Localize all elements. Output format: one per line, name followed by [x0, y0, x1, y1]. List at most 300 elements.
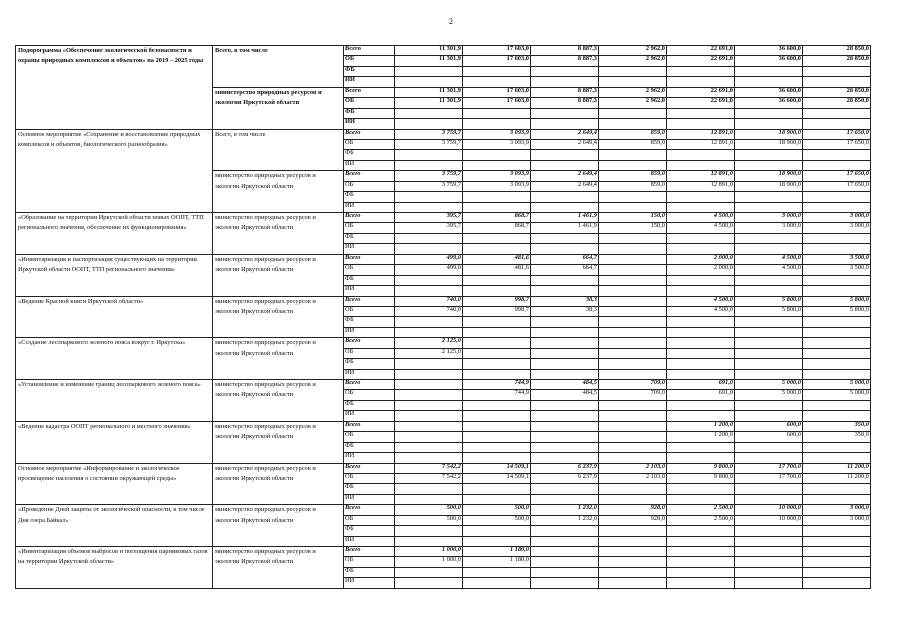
amount-cell-2024: 10 000,0 [735, 515, 803, 525]
funding-source: ОБ [344, 56, 395, 66]
activity-name: Подпрограмма «Обеспечение экологической безопасности и охраны природных комплексов и объектов» на 2019 – 2025 годы [16, 46, 213, 130]
amount-cell-2022: 150,0 [599, 223, 667, 233]
table-row [16, 380, 871, 390]
amount-cell-2020: 868,7 [463, 213, 531, 223]
amount-cell-2022 [599, 526, 667, 536]
amount-cell-2019 [395, 369, 463, 379]
amount-cell-2020 [463, 77, 531, 87]
amount-cell-2021 [531, 536, 599, 546]
amount-cell-2025: 28 850,0 [803, 56, 871, 66]
funding-source: ОБ [344, 432, 395, 442]
amount-cell-2024 [735, 338, 803, 348]
amount-cell-2019: 500,0 [395, 515, 463, 525]
amount-cell-2019 [395, 202, 463, 212]
funding-source: ИИ [344, 494, 395, 504]
amount-cell-2025 [803, 317, 871, 327]
amount-cell-2025 [803, 567, 871, 577]
amount-cell-2020: 3 093,9 [463, 139, 531, 149]
amount-cell-2025 [803, 494, 871, 504]
funding-source: ИИ [344, 244, 395, 254]
amount-cell-2025: 11 200,0 [803, 463, 871, 473]
amount-cell-2021 [531, 77, 599, 87]
amount-cell-2020: 14 509,1 [463, 473, 531, 483]
amount-cell-2022 [599, 327, 667, 337]
responsible-executor: министерство природных ресурсов и экологии Иркутской области [213, 505, 344, 547]
amount-cell-2019 [395, 108, 463, 118]
amount-cell-2020 [463, 369, 531, 379]
amount-cell-2022 [599, 359, 667, 369]
funding-source: Всего [344, 171, 395, 181]
activity-name: «Ведение кадастра ООПТ регионального и местного значения» [16, 421, 213, 463]
funding-source: ОБ [344, 515, 395, 525]
table-row [16, 213, 871, 223]
amount-cell-2024 [735, 66, 803, 76]
amount-cell-2019: 740,0 [395, 296, 463, 306]
amount-cell-2023 [667, 557, 735, 567]
activity-name: «Проведение Дней защиты от экологической опасности, в том числе Дня озера Байкал» [16, 505, 213, 547]
amount-cell-2022 [599, 119, 667, 129]
amount-cell-2022: 859,0 [599, 181, 667, 191]
amount-cell-2019 [395, 453, 463, 463]
amount-cell-2021 [531, 567, 599, 577]
funding-source: Всего [344, 254, 395, 264]
table-row [16, 296, 871, 306]
funding-source: Всего [344, 505, 395, 515]
amount-cell-2021 [531, 432, 599, 442]
amount-cell-2019: 7 542,2 [395, 463, 463, 473]
amount-cell-2022 [599, 254, 667, 264]
amount-cell-2023 [667, 359, 735, 369]
amount-cell-2020: 998,7 [463, 306, 531, 316]
amount-cell-2019 [395, 380, 463, 390]
amount-cell-2025: 3 500,0 [803, 254, 871, 264]
amount-cell-2025 [803, 348, 871, 358]
amount-cell-2024 [735, 150, 803, 160]
amount-cell-2024 [735, 244, 803, 254]
amount-cell-2024 [735, 400, 803, 410]
amount-cell-2024: 5 000,0 [735, 390, 803, 400]
funding-source: Всего [344, 129, 395, 139]
amount-cell-2021 [531, 484, 599, 494]
amount-cell-2022 [599, 202, 667, 212]
amount-cell-2020 [463, 108, 531, 118]
table-row [16, 547, 871, 557]
amount-cell-2023 [667, 244, 735, 254]
funding-source: ФБ [344, 359, 395, 369]
amount-cell-2020 [463, 536, 531, 546]
amount-cell-2023: 4 500,0 [667, 223, 735, 233]
amount-cell-2019 [395, 233, 463, 243]
amount-cell-2022 [599, 484, 667, 494]
amount-cell-2020 [463, 494, 531, 504]
amount-cell-2019 [395, 494, 463, 504]
amount-cell-2025: 3 000,0 [803, 515, 871, 525]
amount-cell-2025: 11 200,0 [803, 473, 871, 483]
amount-cell-2023 [667, 108, 735, 118]
amount-cell-2023 [667, 202, 735, 212]
amount-cell-2020 [463, 119, 531, 129]
amount-cell-2019 [395, 192, 463, 202]
amount-cell-2023: 2 000,0 [667, 254, 735, 264]
amount-cell-2019 [395, 400, 463, 410]
amount-cell-2020: 481,6 [463, 265, 531, 275]
amount-cell-2020 [463, 526, 531, 536]
amount-cell-2024 [735, 359, 803, 369]
amount-cell-2021: 2 649,4 [531, 171, 599, 181]
funding-source: ФБ [344, 66, 395, 76]
amount-cell-2024: 36 600,0 [735, 98, 803, 108]
funding-source: ОБ [344, 139, 395, 149]
amount-cell-2024: 5 000,0 [735, 380, 803, 390]
amount-cell-2022 [599, 421, 667, 431]
amount-cell-2022: 2 962,0 [599, 87, 667, 97]
amount-cell-2022 [599, 244, 667, 254]
amount-cell-2025 [803, 547, 871, 557]
amount-cell-2023 [667, 547, 735, 557]
amount-cell-2020 [463, 348, 531, 358]
table-row [16, 46, 871, 56]
amount-cell-2025 [803, 108, 871, 118]
table-row [16, 421, 871, 431]
amount-cell-2019: 11 301,9 [395, 87, 463, 97]
amount-cell-2022 [599, 547, 667, 557]
amount-cell-2023: 2 500,0 [667, 515, 735, 525]
funding-source: Всего [344, 547, 395, 557]
amount-cell-2023: 9 800,0 [667, 473, 735, 483]
amount-cell-2024 [735, 160, 803, 170]
amount-cell-2025 [803, 484, 871, 494]
funding-source: Всего [344, 463, 395, 473]
amount-cell-2024 [735, 547, 803, 557]
amount-cell-2023: 9 800,0 [667, 463, 735, 473]
amount-cell-2022 [599, 536, 667, 546]
amount-cell-2022 [599, 567, 667, 577]
amount-cell-2021 [531, 442, 599, 452]
amount-cell-2023 [667, 77, 735, 87]
funding-source: ФБ [344, 567, 395, 577]
amount-cell-2020: 500,0 [463, 505, 531, 515]
amount-cell-2020: 1 180,0 [463, 547, 531, 557]
amount-cell-2024 [735, 494, 803, 504]
funding-source: Всего [344, 87, 395, 97]
amount-cell-2023 [667, 578, 735, 588]
activity-name: «Образование на территории Иркутской области новых ООПТ, ТТП регионального значения, обеспечение их функционирования» [16, 213, 213, 255]
amount-cell-2022 [599, 306, 667, 316]
amount-cell-2019: 3 759,7 [395, 181, 463, 191]
amount-cell-2025: 17 650,0 [803, 181, 871, 191]
amount-cell-2020: 17 603,0 [463, 87, 531, 97]
amount-cell-2023 [667, 348, 735, 358]
amount-cell-2024: 17 700,0 [735, 463, 803, 473]
amount-cell-2020 [463, 233, 531, 243]
amount-cell-2023 [667, 411, 735, 421]
amount-cell-2025: 5 000,0 [803, 380, 871, 390]
funding-source: ИИ [344, 327, 395, 337]
amount-cell-2021 [531, 359, 599, 369]
amount-cell-2021 [531, 286, 599, 296]
amount-cell-2024: 18 900,0 [735, 171, 803, 181]
activity-name: Основное мероприятие «Сохранение и восстановление природных комплексов и объектов, биологического разнообразия» [16, 129, 213, 213]
amount-cell-2024: 17 700,0 [735, 473, 803, 483]
amount-cell-2021 [531, 233, 599, 243]
amount-cell-2019: 11 301,9 [395, 46, 463, 56]
amount-cell-2025: 28 850,0 [803, 87, 871, 97]
amount-cell-2023: 1 200,0 [667, 432, 735, 442]
amount-cell-2023: 2 500,0 [667, 505, 735, 515]
amount-cell-2024 [735, 233, 803, 243]
amount-cell-2024 [735, 286, 803, 296]
funding-source: ФБ [344, 192, 395, 202]
funding-source: Всего [344, 380, 395, 390]
amount-cell-2024 [735, 275, 803, 285]
amount-cell-2021 [531, 578, 599, 588]
amount-cell-2023 [667, 536, 735, 546]
activity-name: «Инвентаризация объемов выбросов и поглощения парниковых газов на территории Иркутской области» [16, 547, 213, 589]
amount-cell-2019 [395, 442, 463, 452]
responsible-executor: министерство природных ресурсов и экологии Иркутской области [213, 547, 344, 589]
amount-cell-2021: 484,5 [531, 380, 599, 390]
funding-source: ИИ [344, 77, 395, 87]
activity-name: «Ведение Красной книги Иркутской области» [16, 296, 213, 338]
amount-cell-2022: 709,0 [599, 390, 667, 400]
amount-cell-2021 [531, 160, 599, 170]
amount-cell-2022: 859,0 [599, 139, 667, 149]
table-row [16, 254, 871, 264]
amount-cell-2021: 8 887,3 [531, 46, 599, 56]
responsible-executor: Всего, в том числе [213, 46, 344, 88]
funding-source: ФБ [344, 526, 395, 536]
funding-source: ОБ [344, 265, 395, 275]
amount-cell-2021: 8 887,3 [531, 98, 599, 108]
amount-cell-2025 [803, 150, 871, 160]
amount-cell-2021 [531, 369, 599, 379]
amount-cell-2021 [531, 244, 599, 254]
amount-cell-2024: 4 500,0 [735, 254, 803, 264]
amount-cell-2021: 2 649,4 [531, 139, 599, 149]
responsible-executor: министерство природных ресурсов и экологии Иркутской области [213, 380, 344, 422]
amount-cell-2019 [395, 327, 463, 337]
amount-cell-2021 [531, 202, 599, 212]
amount-cell-2021: 38,3 [531, 296, 599, 306]
amount-cell-2025: 350,0 [803, 421, 871, 431]
amount-cell-2021: 6 237,9 [531, 463, 599, 473]
amount-cell-2020 [463, 192, 531, 202]
funding-source: ИИ [344, 453, 395, 463]
amount-cell-2024: 10 000,0 [735, 505, 803, 515]
amount-cell-2022: 150,0 [599, 213, 667, 223]
funding-table [15, 45, 871, 589]
amount-cell-2024: 36 600,0 [735, 56, 803, 66]
amount-cell-2025 [803, 119, 871, 129]
amount-cell-2020 [463, 338, 531, 348]
amount-cell-2023: 691,0 [667, 380, 735, 390]
amount-cell-2021: 664,7 [531, 254, 599, 264]
amount-cell-2025 [803, 160, 871, 170]
amount-cell-2023: 1 200,0 [667, 421, 735, 431]
amount-cell-2020 [463, 66, 531, 76]
amount-cell-2020: 868,7 [463, 223, 531, 233]
amount-cell-2023 [667, 338, 735, 348]
funding-source: ФБ [344, 233, 395, 243]
amount-cell-2024 [735, 484, 803, 494]
amount-cell-2022 [599, 286, 667, 296]
amount-cell-2020 [463, 317, 531, 327]
amount-cell-2020 [463, 244, 531, 254]
amount-cell-2025 [803, 244, 871, 254]
amount-cell-2023 [667, 400, 735, 410]
amount-cell-2022 [599, 400, 667, 410]
funding-source: ФБ [344, 108, 395, 118]
amount-cell-2021 [531, 108, 599, 118]
amount-cell-2023: 691,0 [667, 390, 735, 400]
amount-cell-2023 [667, 286, 735, 296]
amount-cell-2025: 17 650,0 [803, 129, 871, 139]
amount-cell-2023 [667, 526, 735, 536]
amount-cell-2022 [599, 275, 667, 285]
amount-cell-2025: 3 000,0 [803, 213, 871, 223]
amount-cell-2025 [803, 66, 871, 76]
amount-cell-2023 [667, 192, 735, 202]
funding-source: Всего [344, 296, 395, 306]
amount-cell-2021: 2 649,4 [531, 129, 599, 139]
amount-cell-2022 [599, 494, 667, 504]
amount-cell-2024 [735, 348, 803, 358]
amount-cell-2023 [667, 494, 735, 504]
amount-cell-2023: 4 500,0 [667, 213, 735, 223]
amount-cell-2023 [667, 150, 735, 160]
amount-cell-2022 [599, 411, 667, 421]
amount-cell-2019 [395, 119, 463, 129]
amount-cell-2019 [395, 317, 463, 327]
amount-cell-2024 [735, 202, 803, 212]
amount-cell-2025: 28 850,0 [803, 98, 871, 108]
amount-cell-2020: 3 093,9 [463, 171, 531, 181]
responsible-executor: министерство природных ресурсов и экологии Иркутской области [213, 338, 344, 380]
amount-cell-2022 [599, 77, 667, 87]
table-body [16, 46, 871, 589]
funding-source: ОБ [344, 473, 395, 483]
amount-cell-2020: 14 509,1 [463, 463, 531, 473]
funding-source: ОБ [344, 98, 395, 108]
amount-cell-2023: 22 691,0 [667, 98, 735, 108]
amount-cell-2020 [463, 327, 531, 337]
amount-cell-2022 [599, 453, 667, 463]
amount-cell-2021 [531, 547, 599, 557]
funding-source: ОБ [344, 348, 395, 358]
amount-cell-2025: 5 800,0 [803, 306, 871, 316]
amount-cell-2022 [599, 150, 667, 160]
amount-cell-2024: 18 900,0 [735, 129, 803, 139]
table-row [16, 129, 871, 139]
amount-cell-2024 [735, 411, 803, 421]
amount-cell-2019 [395, 77, 463, 87]
amount-cell-2020 [463, 411, 531, 421]
amount-cell-2024 [735, 442, 803, 452]
amount-cell-2019: 395,7 [395, 223, 463, 233]
funding-source: Всего [344, 213, 395, 223]
amount-cell-2021 [531, 453, 599, 463]
amount-cell-2023 [667, 484, 735, 494]
table-row [16, 463, 871, 473]
amount-cell-2019 [395, 567, 463, 577]
amount-cell-2020 [463, 400, 531, 410]
amount-cell-2025 [803, 442, 871, 452]
amount-cell-2020 [463, 453, 531, 463]
amount-cell-2021 [531, 400, 599, 410]
amount-cell-2024: 5 800,0 [735, 306, 803, 316]
amount-cell-2025: 17 650,0 [803, 171, 871, 181]
amount-cell-2024: 4 500,0 [735, 265, 803, 275]
amount-cell-2025 [803, 578, 871, 588]
amount-cell-2021 [531, 327, 599, 337]
funding-source: ФБ [344, 484, 395, 494]
funding-source: ОБ [344, 306, 395, 316]
amount-cell-2019: 499,0 [395, 265, 463, 275]
amount-cell-2020 [463, 421, 531, 431]
amount-cell-2025 [803, 359, 871, 369]
amount-cell-2025: 3 000,0 [803, 223, 871, 233]
amount-cell-2019: 3 759,7 [395, 129, 463, 139]
amount-cell-2022 [599, 578, 667, 588]
amount-cell-2023: 12 891,0 [667, 181, 735, 191]
amount-cell-2022 [599, 348, 667, 358]
amount-cell-2019: 3 759,7 [395, 171, 463, 181]
amount-cell-2022 [599, 192, 667, 202]
amount-cell-2023 [667, 453, 735, 463]
amount-cell-2025 [803, 411, 871, 421]
amount-cell-2019: 740,0 [395, 306, 463, 316]
amount-cell-2023: 22 691,0 [667, 56, 735, 66]
amount-cell-2022 [599, 66, 667, 76]
amount-cell-2021: 1 232,0 [531, 515, 599, 525]
amount-cell-2020 [463, 578, 531, 588]
amount-cell-2023 [667, 66, 735, 76]
amount-cell-2021: 1 461,9 [531, 223, 599, 233]
amount-cell-2019: 499,0 [395, 254, 463, 264]
amount-cell-2020: 1 180,0 [463, 557, 531, 567]
amount-cell-2022 [599, 233, 667, 243]
amount-cell-2021: 6 237,9 [531, 473, 599, 483]
amount-cell-2020: 3 093,9 [463, 129, 531, 139]
funding-source: ФБ [344, 317, 395, 327]
amount-cell-2021: 8 887,3 [531, 87, 599, 97]
amount-cell-2024 [735, 536, 803, 546]
funding-source: ИИ [344, 411, 395, 421]
amount-cell-2023 [667, 317, 735, 327]
funding-source: ФБ [344, 400, 395, 410]
funding-source: Всего [344, 46, 395, 56]
funding-source: ФБ [344, 150, 395, 160]
amount-cell-2021 [531, 526, 599, 536]
funding-source: ИИ [344, 286, 395, 296]
amount-cell-2022 [599, 265, 667, 275]
amount-cell-2019: 11 301,9 [395, 56, 463, 66]
responsible-executor: министерство природных ресурсов и экологии Иркутской области [213, 171, 344, 213]
funding-source: ИИ [344, 369, 395, 379]
amount-cell-2020 [463, 275, 531, 285]
amount-cell-2019 [395, 359, 463, 369]
amount-cell-2020 [463, 160, 531, 170]
amount-cell-2023: 22 691,0 [667, 87, 735, 97]
amount-cell-2019 [395, 526, 463, 536]
responsible-executor: министерство природных ресурсов и экологии Иркутской области [213, 87, 344, 129]
amount-cell-2023 [667, 160, 735, 170]
amount-cell-2022: 2 103,0 [599, 473, 667, 483]
amount-cell-2021 [531, 192, 599, 202]
amount-cell-2021: 664,7 [531, 265, 599, 275]
amount-cell-2022 [599, 108, 667, 118]
amount-cell-2020 [463, 202, 531, 212]
